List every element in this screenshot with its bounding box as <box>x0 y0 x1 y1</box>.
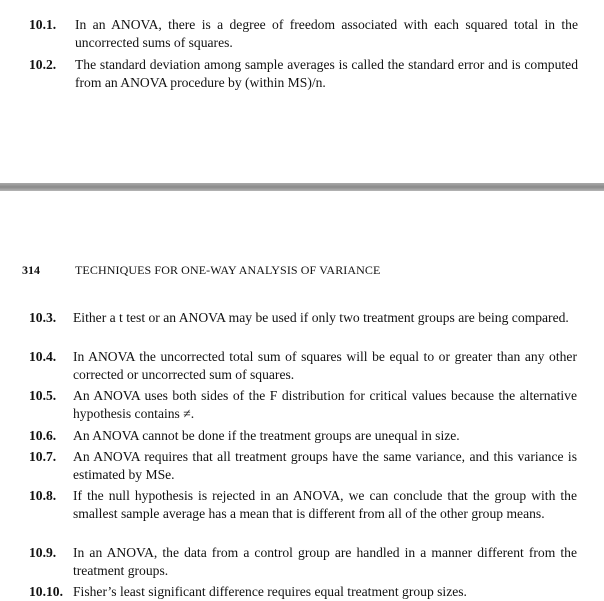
problem-number: 10.5. <box>29 388 57 403</box>
page-separator <box>0 183 604 191</box>
problem-text: If the null hypothesis is rejected in an ANOVA, we can conclude that the group with the smallest sample average has a mean that is different from all of the other group means. <box>73 488 577 521</box>
problem-text: In ANOVA the uncorrected total sum of squares will be equal to or greater than any other corrected or uncorrected sum of squares. <box>73 349 577 382</box>
problem-text: Either a t test or an ANOVA may be used if only two treatment groups are being compared. <box>73 310 569 325</box>
problem-text: In an ANOVA, the data from a control group are handled in a manner different from the treatment groups. <box>73 545 577 578</box>
problem-number: 10.10. <box>29 584 63 599</box>
problem-number: 10.3. <box>29 310 57 325</box>
problem-number: 10.8. <box>29 488 57 503</box>
problem-text: The standard deviation among sample averages is called the standard error and is computed from an ANOVA procedure by (within MS)/n. <box>75 57 578 90</box>
problem-text: An ANOVA cannot be done if the treatment groups are unequal in size. <box>73 428 460 443</box>
problem-number: 10.2. <box>29 57 57 72</box>
running-title: TECHNIQUES FOR ONE-WAY ANALYSIS OF VARIANCE <box>75 263 381 277</box>
problem-number: 10.7. <box>29 449 57 464</box>
problem-number: 10.9. <box>29 545 57 560</box>
page-number: 314 <box>22 263 40 277</box>
problem-text: An ANOVA uses both sides of the F distribution for critical values because the alternative hypothesis contains ≠. <box>73 388 577 421</box>
problem-text: In an ANOVA, there is a degree of freedom associated with each squared total in the uncorrected sums of squares. <box>75 17 578 50</box>
problem-number: 10.4. <box>29 349 57 364</box>
problem-number: 10.1. <box>29 17 57 32</box>
problem-text: An ANOVA requires that all treatment groups have the same variance, and this variance is estimated by MSe. <box>73 449 577 482</box>
problem-number: 10.6. <box>29 428 57 443</box>
problem-text: Fisher’s least significant difference requires equal treatment group sizes. <box>73 584 467 599</box>
